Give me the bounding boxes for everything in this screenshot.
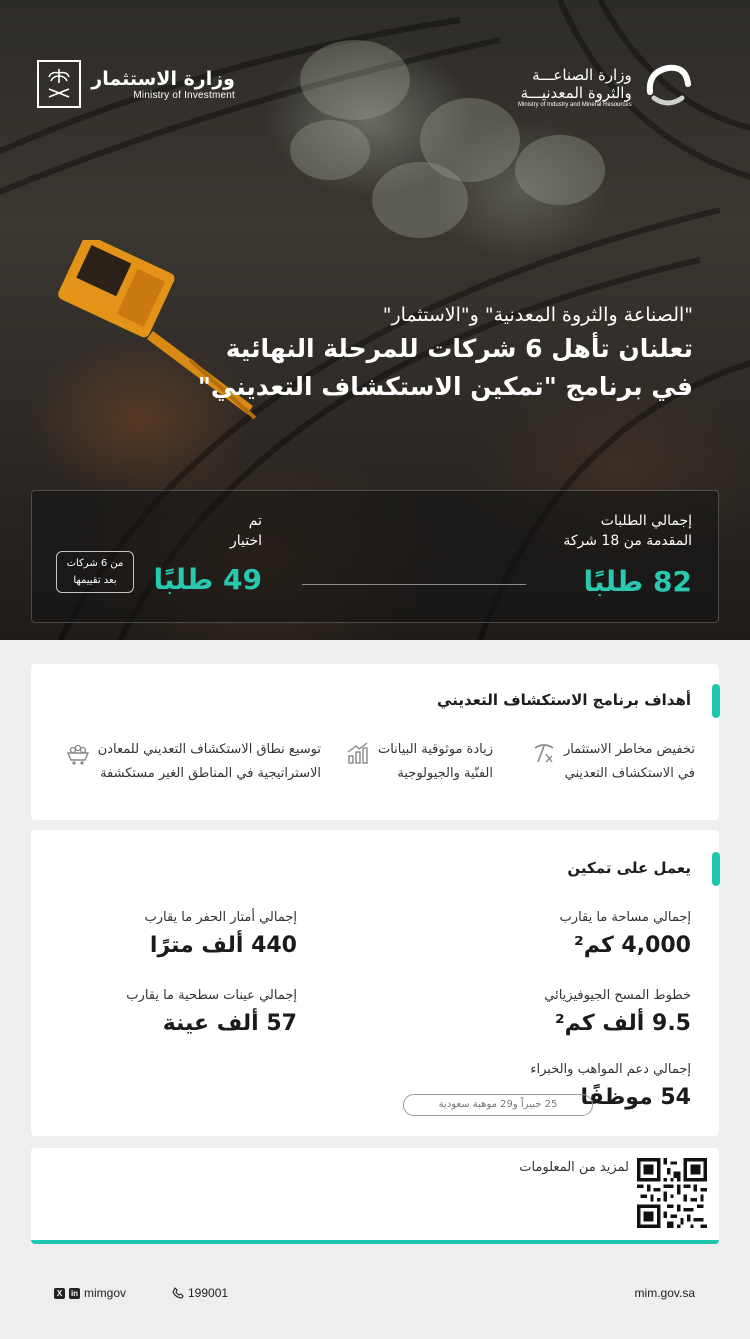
social-links[interactable] <box>54 1286 126 1300</box>
selected-label-line2: اختيار <box>229 533 262 549</box>
total-label-line2: المقدمة من 18 شركة <box>563 533 692 549</box>
mim-logo-arabic-line2: والثروة المعدنيـــة <box>520 84 632 102</box>
companies-badge <box>56 551 134 593</box>
enablement-card <box>31 830 719 1136</box>
headline-subtitle: "الصناعة والثروة المعدنية" و"الاستثمار" <box>382 304 693 326</box>
qr-code[interactable] <box>637 1158 707 1228</box>
goal-item <box>532 738 695 786</box>
total-value: 82 طلبًا <box>583 565 692 598</box>
goals-card <box>31 664 719 820</box>
hero-banner <box>0 0 750 640</box>
goal-item <box>346 738 493 786</box>
badge-line2: بعد تقييمها <box>73 575 117 586</box>
moi-logo-arabic: وزارة الاستثمار <box>91 67 235 90</box>
mim-logo-english: Ministry of Industry and Mineral Resources <box>518 102 632 108</box>
goal-line1: توسيع نطاق الاستكشاف التعديني للمعادن <box>97 742 321 757</box>
headline-line2: في برنامج "تمكين الاستكشاف التعديني" <box>197 372 693 401</box>
selected-requests <box>142 511 262 596</box>
ministry-of-investment-logo <box>37 60 235 108</box>
emblem-icon <box>37 60 81 108</box>
metric-label: إجمالي أمتار الحفر ما يقارب <box>144 910 297 925</box>
metric-geophysical <box>544 988 691 1036</box>
metric-label: إجمالي عينات سطحية ما يقارب <box>126 988 297 1003</box>
linkedin-icon[interactable]: in <box>70 1288 79 1298</box>
goal-line1: تخفيض مخاطر الاستثمار <box>563 742 695 757</box>
headline-line1: تعلنان تأهل 6 شركات للمرحلة النهائية <box>225 334 693 363</box>
phone-number[interactable]: 199001 <box>188 1286 229 1300</box>
goal-item <box>66 738 321 786</box>
headline <box>133 300 693 406</box>
metric-value: 440 ألف مترًا <box>149 933 297 958</box>
metric-drilling <box>145 910 298 958</box>
mim-logo-arabic-line1: وزارة الصناعـــة <box>532 66 632 84</box>
more-info-card <box>31 1148 719 1244</box>
ministry-of-industry-logo <box>518 62 692 112</box>
metric-samples <box>126 988 297 1036</box>
social-handle[interactable]: mimgov <box>84 1286 127 1300</box>
selected-value: 49 طلبًا <box>153 563 262 596</box>
goals-title: أهداف برنامج الاستكشاف التعديني <box>437 691 691 709</box>
total-label-line1: إجمالي الطلبات <box>600 513 692 529</box>
metric-label: إجمالي دعم المواهب والخبراء <box>530 1062 691 1077</box>
metric-value: 54 موظفًا <box>580 1085 691 1110</box>
growth-chart-icon <box>346 742 370 766</box>
metric-label: خطوط المسح الجيوفيزيائي <box>544 988 691 1003</box>
goal-line2: الاستراتيجية في المناطق الغير مستكشفة <box>100 766 321 781</box>
selected-label-line1: تم <box>248 513 262 529</box>
mim-emblem-icon <box>642 62 692 112</box>
moi-logo-english: Ministry of Investment <box>133 89 235 101</box>
footer <box>0 1270 750 1314</box>
mine-cart-icon <box>66 742 90 766</box>
more-info-text: لمزيد من المعلومات <box>519 1160 629 1175</box>
section-accent <box>712 684 720 718</box>
metric-label: إجمالي مساحة ما يقارب <box>559 910 691 925</box>
mining-pick-icon <box>532 742 556 766</box>
metric-value: 4,000 كم² <box>574 933 691 958</box>
metric-value: 9.5 ألف كم² <box>555 1011 691 1036</box>
stats-divider <box>302 584 526 585</box>
section-accent <box>712 852 720 886</box>
enablement-title: يعمل على تمكين <box>567 859 691 877</box>
talent-breakdown-pill: 25 خبيراً و29 موهبة سعودية <box>403 1094 593 1116</box>
x-icon[interactable]: X <box>54 1288 65 1299</box>
metric-value: 57 ألف عينة <box>162 1011 297 1036</box>
goal-line2: في الاستكشاف التعديني <box>564 766 695 781</box>
phone-contact[interactable] <box>172 1286 228 1300</box>
total-requests <box>563 511 692 598</box>
stats-panel <box>31 490 719 623</box>
phone-icon <box>172 1287 184 1299</box>
badge-line1: من 6 شركات <box>66 558 124 569</box>
goal-line1: زيادة موثوقية البيانات <box>377 742 493 757</box>
website-link[interactable]: mim.gov.sa <box>634 1286 695 1300</box>
goal-line2: الفنّية والجيولوجية <box>397 766 493 781</box>
metric-area <box>560 910 691 958</box>
